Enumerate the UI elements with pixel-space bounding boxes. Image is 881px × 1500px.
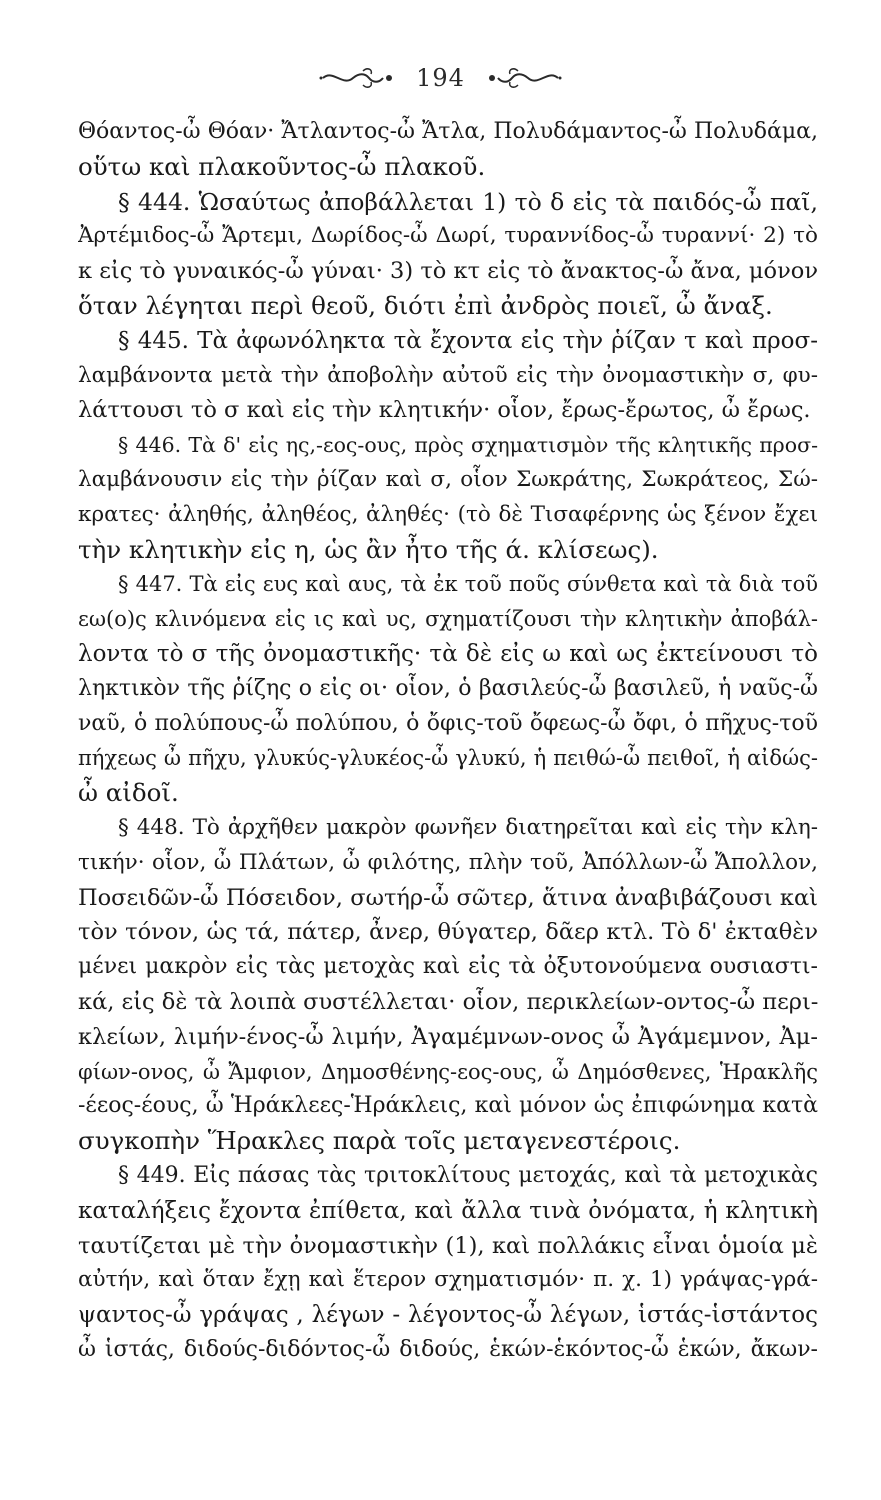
text-line: πήχεως ὦ πῆχυ, γλυκύς-γλυκέος-ὦ γλυκύ, ἡ πειθώ-ὦ πειθοῖ, ἡ αἰδώς- [78,746,818,771]
text-line: φίων-ονος, ὦ Ἄμφιον, Δημοσθένης-εος-ους, ὦ Δημόσθενες, Ἡρακλῆς [78,1059,818,1084]
right-ornament-icon [484,65,562,91]
text-line: ψαντος-ὦ γράψας , λέγων - λέγοντος-ὦ λέγων, ἱστάς-ἱστάντος [78,1302,818,1329]
text-line: ταυτίζεται μὲ τὴν ὀνομαστικὴν (1), καὶ πολλάκις εἶναι ὁμοία μὲ [78,1232,818,1259]
text-line: λαμβάνουσιν εἰς τὴν ῥίζαν καὶ σ, οἷον Σωκράτης, Σωκράτεος, Σώ- [78,466,818,492]
page-number: 194 [416,63,465,92]
page-header [0,62,881,92]
text-line: -έεος-έους, ὦ Ἡράκλεες-Ἡράκλεις, καὶ μόνον ὡς ἐπιφώνημα κατὰ [78,1093,818,1119]
text-line: Ποσειδῶν-ὦ Πόσειδον, σωτήρ-ὦ σῶτερ, ἅτινα ἀναβιβάζουσι καὶ [78,884,818,911]
text-line: τὸν τόνον, ὡς τά, πάτερ, ἆνερ, θύγατερ, δᾶερ κτλ. Τὸ δ' ἐκταθὲν [78,919,818,946]
text-line: εω(ο)ς κλινόμενα εἰς ις καὶ υς, σχηματίζουσι τὴν κλητικὴν ἀποβάλ- [78,607,818,632]
text-line: τὴν κλητικὴν εἰς η, ὡς ἂν ἦτο τῆς ά. κλίσεως). [78,534,659,564]
text-line: § 447. Τὰ εἰς ευς καὶ αυς, τὰ ἐκ τοῦ ποῦς σύνθετα καὶ τὰ διὰ τοῦ [118,572,818,597]
text-line: § 446. Τὰ δ' εἰς ης,-εος-ους, πρὸς σχηματισμὸν τῆς κλητικῆς προσ- [118,433,818,458]
text-line: ὅταν λέγηται περὶ θεοῦ, διότι ἐπὶ ἀνδρὸς ποιεῖ, ὦ ἄναξ. [78,290,773,320]
text-line: καταλήξεις ἔχοντα ἐπίθετα, καὶ ἄλλα τινὰ ὀνόματα, ἡ κλητικὴ [78,1197,818,1224]
text-line: αὐτήν, καὶ ὅταν ἔχῃ καὶ ἕτερον σχηματισμόν· π. χ. 1) γράψας-γρά- [78,1267,818,1293]
text-line: τικήν· οἷον, ὦ Πλάτων, ὦ φιλότης, πλὴν τοῦ, Ἀπόλλων-ὦ Ἄπολλον, [78,849,818,875]
text-line: ὦ αἰδοῖ. [78,778,179,808]
text-line: μένει μακρὸν εἰς τὰς μετοχὰς καὶ εἰς τὰ ὀξυτονούμενα ουσιαστι- [78,954,818,980]
text-line: κρατες· ἀληθής, ἀληθέος, ἀληθές· (τὸ δὲ Τισαφέρνης ὡς ξένον ἔχει [78,501,818,527]
text-line: λάττουσι τὸ σ καὶ εἰς τὴν κλητικήν· οἷον, ἔρως-ἔρωτος, ὦ ἔρως. [78,397,811,424]
left-ornament-icon [319,65,397,91]
text-line: § 445. Τὰ ἀφωνόληκτα τὰ ἔχοντα εἰς τὴν ῥίζαν τ καὶ προσ- [118,327,818,354]
text-line: συγκοπὴν Ἥρακλες παρὰ τοῖς μεταγενεστέροις. [78,1126,681,1156]
text-line: κλείων, λιμήν-ένος-ὦ λιμήν, Ἀγαμέμνων-ονος ὦ Ἀγάμεμνον, Ἀμ- [78,1023,818,1050]
body-text [78,115,818,1368]
text-line: Ἀρτέμιδος-ὦ Ἄρτεμι, Δωρίδος-ὦ Δωρί, τυραννίδος-ὦ τυραννί· 2) τὸ [78,223,818,249]
text-line: ληκτικὸν τῆς ῥίζης ο εἰς οι· οἷον, ὁ βασιλεύς-ὦ βασιλεῦ, ἡ ναῦς-ὦ [78,675,818,701]
text-line: § 449. Εἰς πάσας τὰς τριτοκλίτους μετοχάς, καὶ τὰ μετοχικὰς [118,1162,818,1188]
text-line: ναῦ, ὁ πολύπους-ὦ πολύπου, ὁ ὄφις-τοῦ ὄφεως-ὦ ὄφι, ὁ πῆχυς-τοῦ [78,710,818,736]
text-line: οὕτω καὶ πλακοῦντος-ὦ πλακοῦ. [78,151,486,181]
text-line: § 444. Ὡσαύτως ἀποβάλλεται 1) τὸ δ εἰς τὰ παιδός-ὦ παῖ, [118,187,818,216]
text-line: § 448. Τὸ ἀρχῆθεν μακρὸν φωνῆεν διατηρεῖται καὶ εἰς τὴν κλη- [118,814,818,840]
text-line: κ εἰς τὸ γυναικός-ὦ γύναι· 3) τὸ κτ εἰς τὸ ἄνακτος-ὦ ἄνα, μόνον [78,258,818,285]
text-line: κά, εἰς δὲ τὰ λοιπὰ συστέλλεται· οἷον, περικλείων-οντος-ὦ περι- [78,988,818,1015]
text-line: λαμβάνοντα μετὰ τὴν ἀποβολὴν αὐτοῦ εἰς τὴν ὀνομαστικὴν σ, φυ- [78,362,818,388]
text-line: Θόαντος-ὦ Θόαν· Ἄτλαντος-ὦ Ἄτλα, Πολυδάμαντος-ὦ Πολυδάμα, [78,119,818,144]
text-line: ὦ ἱστάς, διδούς-διδόντος-ὦ διδούς, ἑκών-ἑκόντος-ὦ ἑκών, ἄκων- [78,1336,818,1362]
text-line: λοντα τὸ σ τῆς ὀνομαστικῆς· τὰ δὲ εἰς ω καὶ ως ἐκτείνουσι τὸ [78,640,818,667]
